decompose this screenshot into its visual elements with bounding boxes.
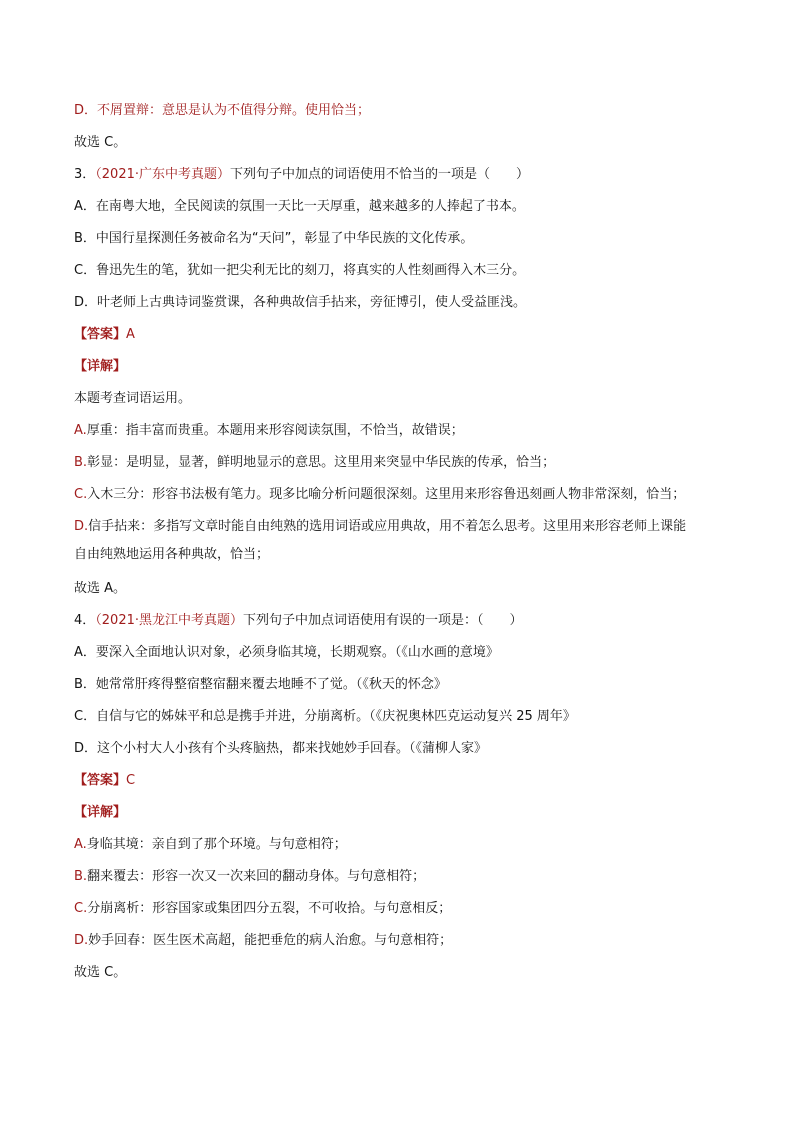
- q3-option-a: A．在南粤大地，全民阅读的氛围一天比一天厚重，越来越多的人捧起了书本。: [74, 199, 525, 214]
- prev-option-d-text: D．不屑置辩：意思是认为不值得分辩。使用恰当；: [74, 103, 371, 118]
- q4-option-d: D．这个小村大人小孩有个头疼脑热，都来找她妙手回春。（《蒲柳人家》: [74, 741, 488, 756]
- q3-explanation-a: A.厚重：指丰富而贵重。本题用来形容阅读氛围，不恰当，故错误；: [74, 423, 464, 438]
- q4-explanation-a: A.身临其境：亲自到了那个环境。与句意相符；: [74, 837, 347, 852]
- q3-explanation-d-cont: 自由纯熟地运用各种典故，恰当；: [74, 547, 270, 562]
- q3-answer-value: A: [126, 327, 135, 342]
- q3-answer: [74, 325, 734, 345]
- q3-stem-line: [74, 165, 734, 185]
- q3-intro: 本题考查词语运用。: [74, 391, 192, 406]
- q4-explanation-b: B.翻来覆去：形容一次又一次来回的翻动身体。与句意相符；: [74, 869, 426, 884]
- q3-option-b: B．中国行星探测任务被命名为“天问”，彰显了中华民族的文化传承。: [74, 231, 474, 246]
- q3-explanation-c: C.入木三分：形容书法极有笔力。现多比喻分析问题很深刻。这里用来形容鲁迅刻画人物非常深刻，恰当；: [74, 487, 686, 502]
- prev-conclusion: 故选 C。: [74, 135, 127, 150]
- q3-source: （2021·广东中考真题）: [95, 167, 230, 182]
- q3-conclusion: 故选 A。: [74, 581, 127, 596]
- q3-detail-label: 【详解】: [74, 359, 127, 374]
- q3-option-d: D．叶老师上古典诗词鉴赏课，各种典故信手拈来，旁征博引，使人受益匪浅。: [74, 295, 527, 310]
- q3-number: 3．: [74, 167, 96, 182]
- q4-source: （2021·黑龙江中考真题）: [95, 613, 243, 628]
- q3-option-c: C．鲁迅先生的笔，犹如一把尖利无比的刻刀，将真实的人性刻画得入木三分。: [74, 263, 526, 278]
- q4-stem-line: [74, 611, 734, 631]
- q4-answer-value: C: [126, 773, 136, 788]
- q3-explanation-b: B.彰显：是明显，显著，鲜明地显示的意思。这里用来突显中华民族的传承，恰当；: [74, 455, 556, 470]
- q3-stem: 下列句子中加点的词语使用不恰当的一项是（ ）: [230, 167, 530, 182]
- q4-stem: 下列句子中加点词语使用有误的一项是：（ ）: [243, 613, 523, 628]
- q4-option-c: C．自信与它的姊妹平和总是携手并进，分崩离析。（《庆祝奥林匹克运动复兴 25 周年》: [74, 709, 576, 724]
- q4-conclusion: 故选 C。: [74, 965, 127, 980]
- q3-answer-label: 【答案】: [74, 327, 127, 342]
- q4-answer-label: 【答案】: [74, 773, 127, 788]
- q3-explanation-d: D.信手拈来：多指写文章时能自由纯熟的选用词语或应用典故，用不着怎么思考。这里用来形容老师上课能: [74, 519, 687, 534]
- q4-number: 4．: [74, 613, 96, 628]
- q4-option-a: A．要深入全面地认识对象，必须身临其境，长期观察。（《山水画的意境》: [74, 645, 499, 660]
- q4-answer: [74, 771, 734, 791]
- q4-detail-label: 【详解】: [74, 805, 127, 820]
- q4-explanation-d: D.妙手回春：医生医术高超，能把垂危的病人治愈。与句意相符；: [74, 933, 453, 948]
- prev-option-d: [74, 101, 734, 121]
- q4-option-b: B．她常常肝疼得整宿整宿翻来覆去地睡不了觉。（《秋天的怀念》: [74, 677, 447, 692]
- q4-explanation-c: C.分崩离析：形容国家或集团四分五裂，不可收拾。与句意相反；: [74, 901, 452, 916]
